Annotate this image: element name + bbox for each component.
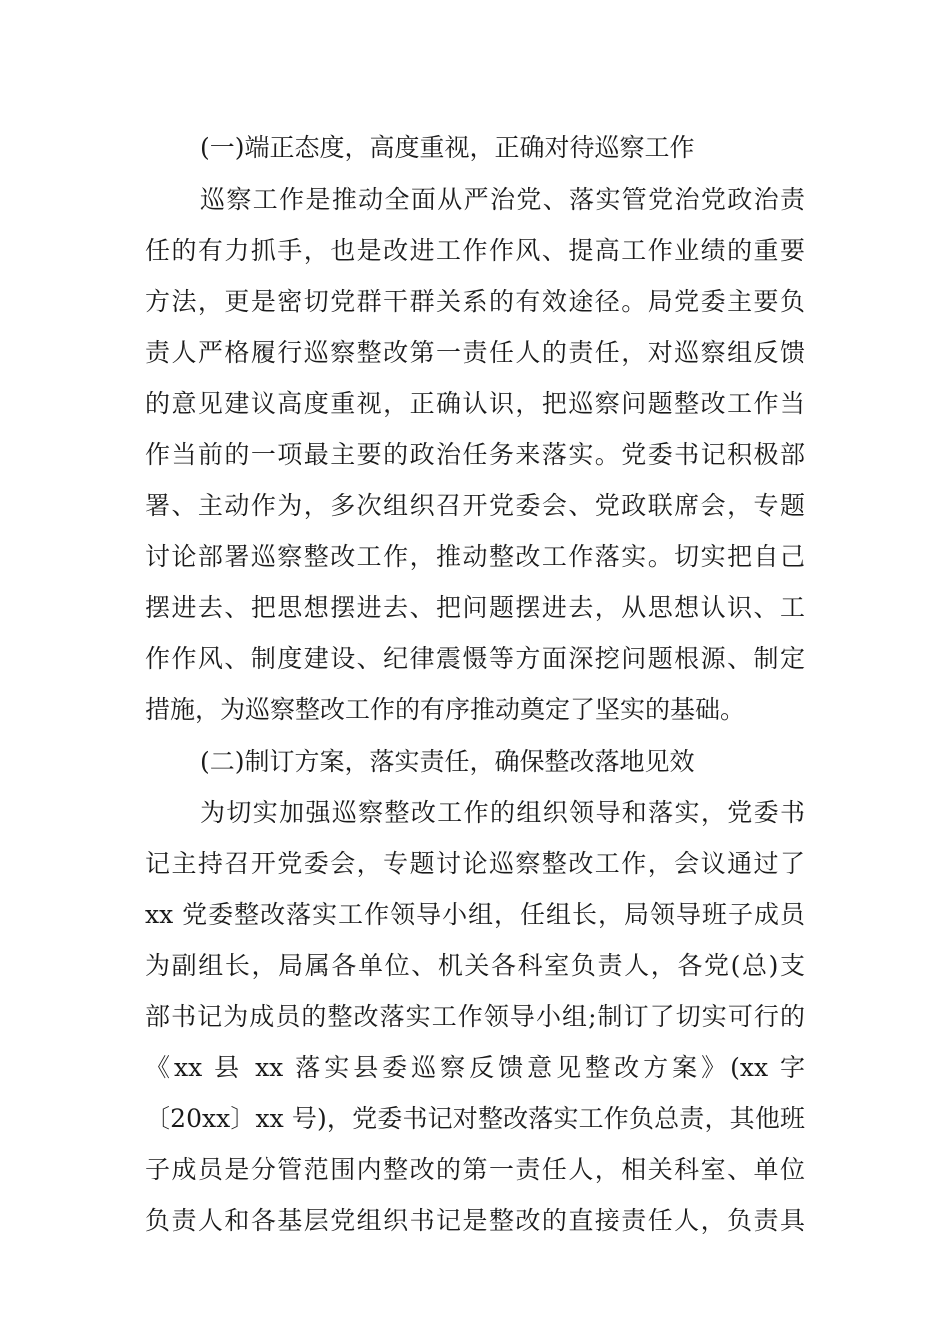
paragraph-2-line-3: xx 党委整改落实工作领导小组，任组长，局领导班子成员 — [145, 900, 805, 929]
paragraph-2-line-1: 为切实加强巡察整改工作的组织领导和落实，党委书 — [200, 798, 805, 827]
paragraph-2-line-9: 负责人和各基层党组织书记是整改的直接责任人，负责具 — [145, 1206, 805, 1235]
paragraph-1-line-8: 讨论部署巡察整改工作，推动整改工作落实。切实把自己 — [145, 542, 805, 571]
paragraph-1-line-2: 任的有力抓手，也是改进工作作风、提高工作业绩的重要 — [145, 236, 805, 265]
paragraph-1-line-5: 的意见建议高度重视，正确认识，把巡察问题整改工作当 — [145, 389, 805, 418]
paragraph-1-line-1: 巡察工作是推动全面从严治党、落实管党治党政治责 — [200, 185, 805, 214]
paragraph-1-line-7: 署、主动作为，多次组织召开党委会、党政联席会，专题 — [145, 491, 805, 520]
paragraph-1-line-11: 措施，为巡察整改工作的有序推动奠定了坚实的基础。 — [145, 695, 746, 724]
paragraph-1-line-9: 摆进去、把思想摆进去、把问题摆进去，从思想认识、工 — [145, 593, 805, 622]
paragraph-2-line-8: 子成员是分管范围内整改的第一责任人，相关科室、单位 — [145, 1155, 805, 1184]
section-heading-1: (一)端正态度，高度重视，正确对待巡察工作 — [200, 133, 695, 162]
paragraph-1-line-4: 责人严格履行巡察整改第一责任人的责任，对巡察组反馈 — [145, 338, 805, 367]
paragraph-2-line-7: 〔20xx〕xx 号)，党委书记对整改落实工作负总责，其他班 — [145, 1104, 805, 1133]
paragraph-2-line-2: 记主持召开党委会，专题讨论巡察整改工作，会议通过了 — [145, 849, 805, 878]
paragraph-1-line-3: 方法，更是密切党群干群关系的有效途径。局党委主要负 — [145, 287, 805, 316]
paragraph-2-line-5: 部书记为成员的整改落实工作领导小组;制订了切实可行的 — [145, 1002, 805, 1031]
paragraph-1-line-6: 作当前的一项最主要的政治任务来落实。党委书记积极部 — [145, 440, 805, 469]
paragraph-2-line-4: 为副组长，局属各单位、机关各科室负责人，各党(总)支 — [145, 951, 805, 980]
paragraph-2-line-6: 《xx 县 xx 落实县委巡察反馈意见整改方案》(xx 字 — [145, 1053, 805, 1082]
paragraph-1-line-10: 作作风、制度建设、纪律震慑等方面深挖问题根源、制定 — [145, 644, 805, 673]
section-heading-2: (二)制订方案，落实责任，确保整改落地见效 — [200, 747, 695, 776]
